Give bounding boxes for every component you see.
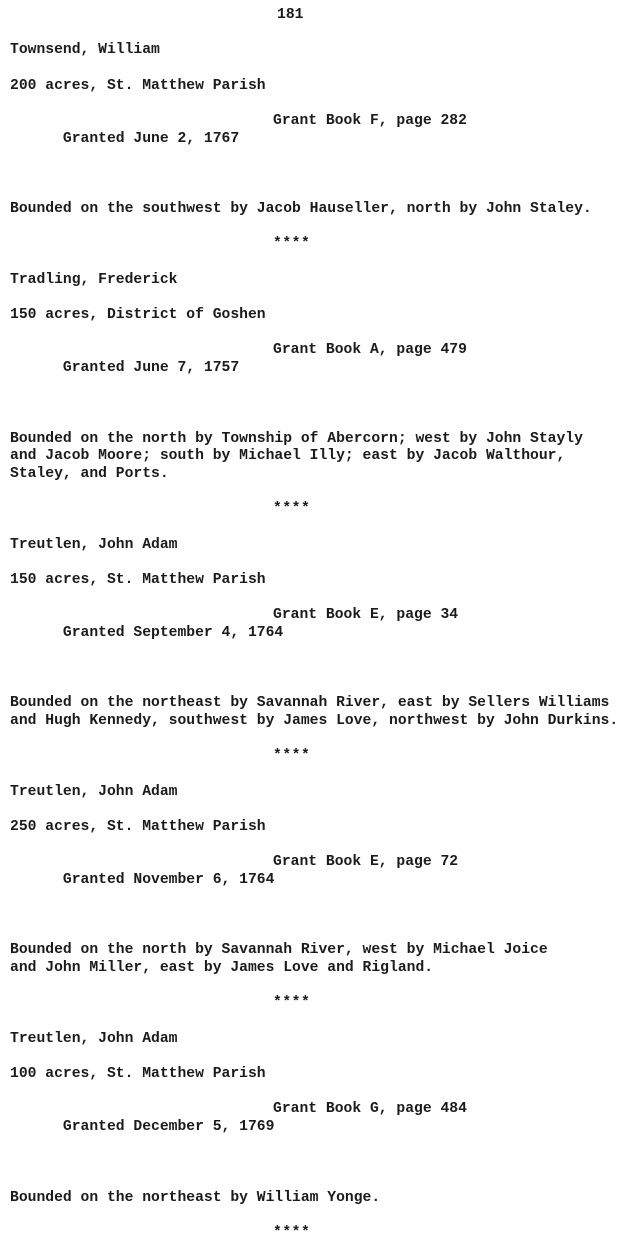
boundary-line: Bounded on the north by Savannah River, west by Michael Joice: [10, 942, 548, 959]
grant-book-ref: Grant Book G, page 484: [273, 1101, 467, 1118]
boundary-line: Bounded on the north by Township of Abercorn; west by John Stayly: [10, 430, 583, 447]
boundary-text: [10, 695, 627, 730]
acreage-line: 100 acres, St. Matthew Parish: [10, 1066, 266, 1083]
boundary-text: [10, 1190, 627, 1208]
grant-entry: [10, 784, 627, 1013]
grant-book-ref: Grant Book F, page 282: [273, 112, 467, 129]
boundary-line: and Jacob Moore; south by Michael Illy; east by Jacob Walthour,: [10, 448, 566, 465]
grant-date: Granted September 4, 1764: [62, 624, 284, 641]
grant-date: Granted November 6, 1764: [62, 871, 275, 888]
grant-line: [10, 854, 627, 925]
grantee-name: Townsend, William: [10, 42, 160, 59]
grant-line: [10, 1101, 627, 1172]
grant-line: [10, 342, 627, 413]
acreage-line: 150 acres, District of Goshen: [10, 307, 266, 324]
grantee-name: Treutlen, John Adam: [10, 536, 178, 553]
boundary-text: [10, 942, 627, 977]
page-number: 181: [277, 7, 304, 23]
grant-date: Granted June 2, 1767: [62, 130, 240, 147]
boundary-line: and John Miller, east by James Love and Rigland.: [10, 960, 434, 977]
entry-separator: ****: [273, 501, 311, 518]
grant-book-ref: Grant Book E, page 34: [273, 607, 459, 624]
grant-book-ref: Grant Book E, page 72: [273, 854, 459, 871]
grant-book-ref: Grant Book A, page 479: [273, 342, 467, 359]
acreage-line: 150 acres, St. Matthew Parish: [10, 571, 266, 588]
grant-entry: [10, 42, 627, 254]
entry-separator: ****: [273, 748, 311, 765]
grant-entry: [10, 537, 627, 766]
entry-separator: ****: [273, 1224, 311, 1241]
grantee-name: Treutlen, John Adam: [10, 783, 178, 800]
boundary-line: and Hugh Kennedy, southwest by James Love, northwest by John Durkins.: [10, 713, 619, 730]
grantee-name: Treutlen, John Adam: [10, 1030, 178, 1047]
grant-date: Granted June 7, 1757: [62, 360, 240, 376]
grant-entry: [10, 1031, 627, 1243]
boundary-line: Bounded on the northeast by William Yonge.: [10, 1189, 381, 1206]
grantee-name: Tradling, Frederick: [10, 271, 178, 288]
boundary-line: Staley, and Ports.: [10, 465, 169, 482]
entry-separator: ****: [273, 236, 311, 253]
entry-separator: ****: [273, 995, 311, 1012]
grant-line: [10, 113, 627, 184]
boundary-line: Bounded on the southwest by Jacob Hauseller, north by John Staley.: [10, 201, 592, 218]
grant-entry: [10, 272, 627, 519]
boundary-text: [10, 201, 627, 219]
acreage-line: 250 acres, St. Matthew Parish: [10, 818, 266, 835]
boundary-line: Bounded on the northeast by Savannah River, east by Sellers Williams: [10, 695, 610, 712]
boundary-text: [10, 431, 627, 484]
grant-line: [10, 607, 627, 678]
acreage-line: 200 acres, St. Matthew Parish: [10, 77, 266, 94]
grant-date: Granted December 5, 1769: [62, 1118, 275, 1135]
